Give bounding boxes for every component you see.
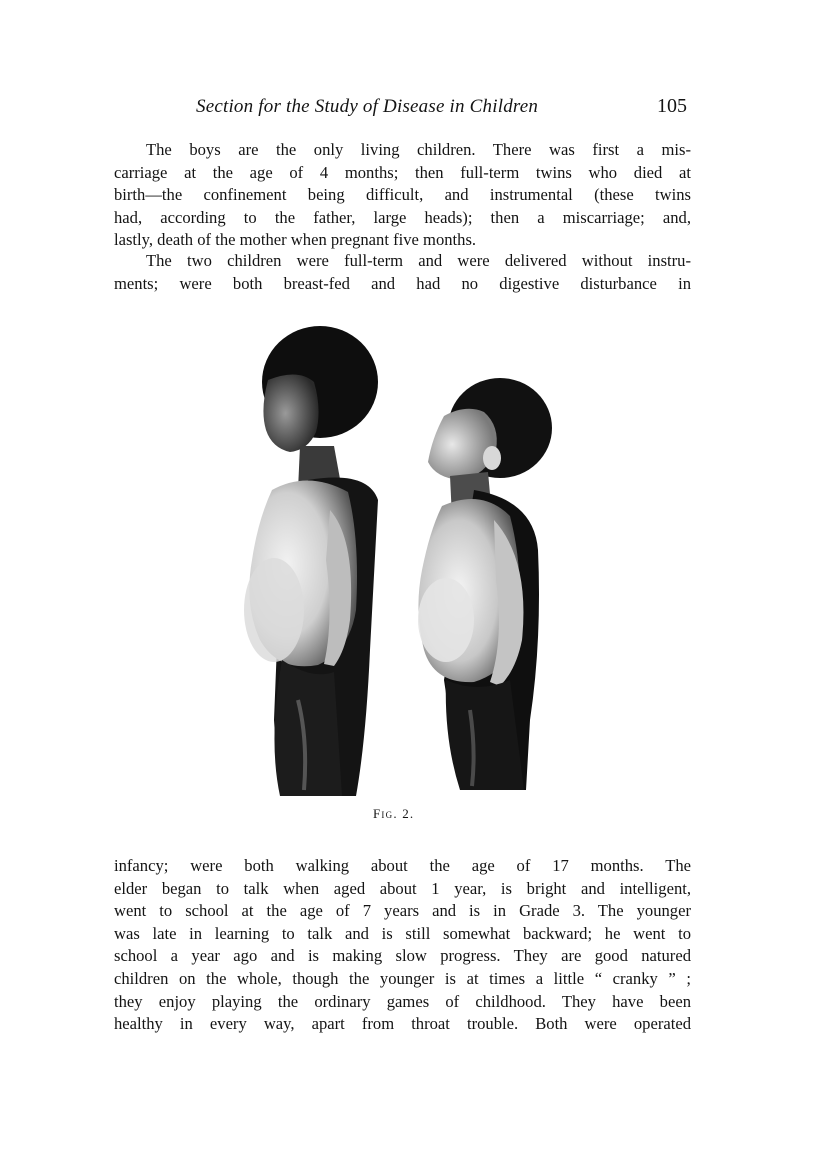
figure-caption: Fig. 2. bbox=[373, 806, 415, 821]
right-child-figure bbox=[418, 378, 552, 790]
paragraph-1-line: lastly, death of the mother when pregnant five months. bbox=[114, 230, 477, 250]
page-number: 105 bbox=[657, 95, 687, 117]
paragraph-3-line: they enjoy playing the ordinary games of childhood. They have been bbox=[114, 991, 691, 1011]
paragraph-2-line: ments; were both breast-fed and had no digestive disturbance in bbox=[114, 273, 691, 293]
left-child-figure bbox=[244, 326, 378, 796]
paragraph-3-line: was late in learning to talk and is still somewhat backward; he went to bbox=[114, 923, 691, 943]
paragraph-3-line: children on the whole, though the younger is at times a little “ cranky ” ; bbox=[114, 968, 691, 988]
paragraph-3 bbox=[114, 855, 691, 1036]
paragraph-3-line: infancy; were both walking about the age of 17 months. The bbox=[114, 856, 691, 875]
paragraph-3-line: healthy in every way, apart from throat trouble. Both were operated bbox=[114, 1014, 691, 1034]
paragraph-1-line: The boys are the only living children. There was first a mis- bbox=[146, 140, 691, 159]
paragraph-2 bbox=[114, 250, 691, 295]
running-header-title: Section for the Study of Disease in Children bbox=[196, 96, 539, 117]
paragraph-1-line: had, according to the father, large heads); then a miscarriage; and, bbox=[114, 207, 691, 227]
paragraph-1-line: carriage at the age of 4 months; then full-term twins who died at bbox=[114, 162, 691, 182]
paragraph-3-line: went to school at the age of 7 years and is in Grade 3. The younger bbox=[114, 901, 691, 921]
paragraph-1 bbox=[114, 139, 691, 252]
paragraph-1-line: birth—the confinement being difficult, and instrumental (these twins bbox=[114, 185, 691, 205]
paragraph-3-line: elder began to talk when aged about 1 year, is bright and intelligent, bbox=[114, 878, 691, 898]
paragraph-3-line: school a year ago and is making slow progress. They are good natured bbox=[114, 946, 691, 966]
paragraph-2-line: The two children were full-term and were delivered without instru- bbox=[146, 251, 691, 270]
two-boys-profile-photo bbox=[238, 320, 568, 800]
figure-photograph bbox=[238, 320, 568, 800]
